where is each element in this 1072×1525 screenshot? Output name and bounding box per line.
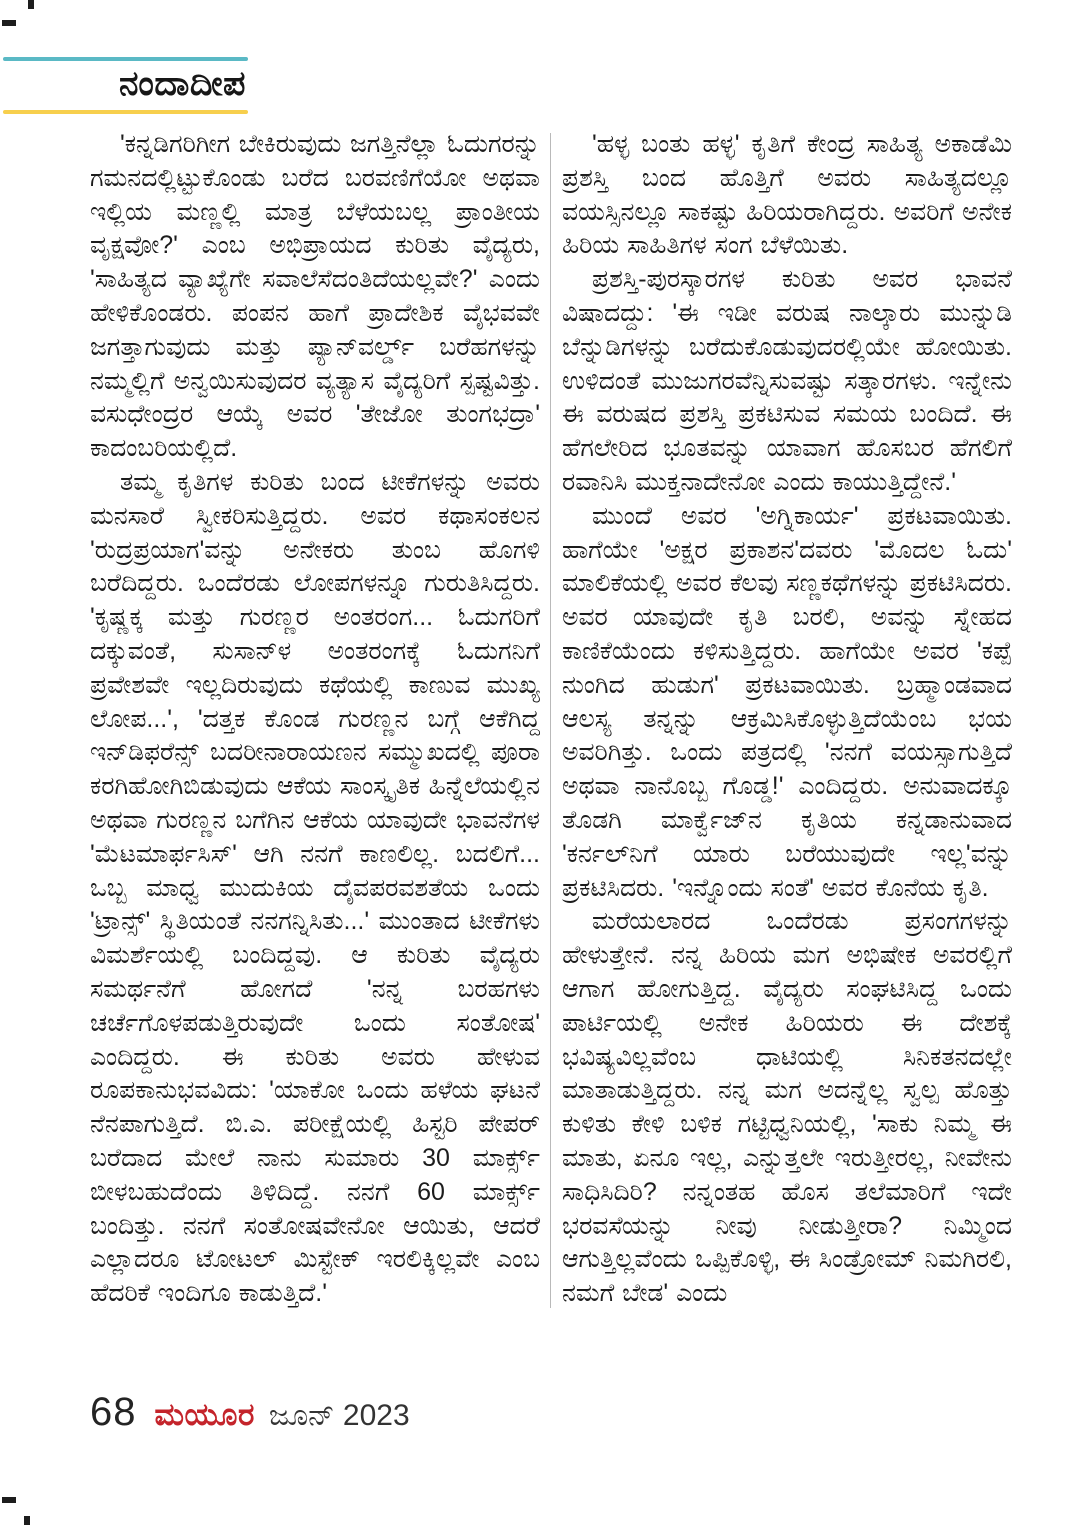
page-footer: [90, 1390, 410, 1435]
registration-mark-top-dash: [2, 20, 16, 26]
column-gap: [540, 128, 562, 1380]
header-rule-bottom: [3, 110, 248, 114]
issue-date: ಜೂನ್ 2023: [268, 1399, 410, 1432]
paragraph: ತಮ್ಮ ಕೃತಿಗಳ ಕುರಿತು ಬಂದ ಟೀಕೆಗಳನ್ನು ಅವರು ಮನಸಾರೆ ಸ್ವೀಕರಿಸುತ್ತಿದ್ದರು. ಅವರ ಕಥಾಸಂಕಲನ 'ರುದ್ರಪ್ರಯಾಗ'ವನ್ನು ಅನೇಕರು ತುಂಬ ಹೊಗಳಿ ಬರೆದಿದ್ದರು. ಒಂದೆರಡು ಲೋಪಗಳನ್ನೂ ಗುರುತಿಸಿದ್ದರು. 'ಕೃಷ್ಣಕ್ಕ ಮತ್ತು ಗುರಣ್ಣರ ಅಂತರಂಗ... ಓದುಗರಿಗೆ ದಕ್ಕುವಂತೆ, ಸುಸಾನ್‌ಳ ಅಂತರಂಗಕ್ಕೆ ಓದುಗನಿಗೆ ಪ್ರವೇಶವೇ ಇಲ್ಲದಿರುವುದು ಕಥೆಯಲ್ಲಿ ಕಾಣುವ ಮುಖ್ಯ ಲೋಪ...', 'ದತ್ತಕ ಕೊಂಡ ಗುರಣ್ಣನ ಬಗ್ಗೆ ಆಕೆಗಿದ್ದ ಇನ್‌ಡಿಫರೆನ್ಸ್ ಬದರೀನಾರಾಯಣನ ಸಮ್ಮುಖದಲ್ಲಿ ಪೂರಾ ಕರಗಿಹೋಗಿಬಿಡುವುದು ಆಕೆಯ ಸಾಂಸ್ಕೃತಿಕ ಹಿನ್ನೆಲೆಯಲ್ಲಿನ ಅಥವಾ ಗುರಣ್ಣನ ಬಗೆಗಿನ ಆಕೆಯ ಯಾವುದೇ ಭಾವನೆಗಳ 'ಮೆಟಮಾರ್ಫಸಿಸ್' ಆಗಿ ನನಗೆ ಕಾಣಲಿಲ್ಲ. ಬದಲಿಗೆ... ಒಬ್ಬ ಮಾಧ್ವ ಮುದುಕಿಯ ದೈವಪರವಶತೆಯ ಒಂದು 'ಟ್ರಾನ್ಸ್' ಸ್ಥಿತಿಯಂತೆ ನನಗನ್ನಿಸಿತು...' ಮುಂತಾದ ಟೀಕೆಗಳು ವಿಮರ್ಶೆಯಲ್ಲಿ ಬಂದಿದ್ದವು. ಆ ಕುರಿತು ವೈದ್ಯರು ಸಮರ್ಥನೆಗೆ ಹೋಗದೆ 'ನನ್ನ ಬರಹಗಳು ಚರ್ಚೆಗೊಳಪಡುತ್ತಿರುವುದೇ ಒಂದು ಸಂತೋಷ' ಎಂದಿದ್ದರು. ಈ ಕುರಿತು ಅವರು ಹೇಳುವ ರೂಪಕಾನುಭವವಿದು: 'ಯಾಕೋ ಒಂದು ಹಳೆಯ ಘಟನೆ ನೆನಪಾಗುತ್ತಿದೆ. ಬಿ.ಎ. ಪರೀಕ್ಷೆಯಲ್ಲಿ ಹಿಸ್ಟರಿ ಪೇಪರ್ ಬರೆದಾದ ಮೇಲೆ ನಾನು ಸುಮಾರು 30 ಮಾರ್ಕ್ಸ್ ಬೀಳಬಹುದೆಂದು ತಿಳಿದಿದ್ದೆ. ನನಗೆ 60 ಮಾರ್ಕ್ಸ್ ಬಂದಿತ್ತು. ನನಗೆ ಸಂತೋಷವೇನೋ ಆಯಿತು, ಆದರೆ ಎಲ್ಲಾದರೂ ಟೋಟಲ್ ಮಿಸ್ಟೇಕ್ ಇರಲಿಕ್ಕಿಲ್ಲವೇ ಎಂಬ ಹೆದರಿಕೆ ಇಂದಿಗೂ ಕಾಡುತ್ತಿದೆ.': [90, 467, 540, 1308]
column-divider: [550, 133, 551, 1308]
left-column: [90, 128, 540, 1380]
article-body: [90, 128, 1012, 1380]
section-title: ನಂದಾದೀಪ: [118, 64, 246, 103]
registration-mark-bottom-dash: [2, 1497, 16, 1503]
registration-mark-top-tick: [28, 0, 34, 9]
paragraph: 'ಹಳ್ಳ ಬಂತು ಹಳ್ಳ' ಕೃತಿಗೆ ಕೇಂದ್ರ ಸಾಹಿತ್ಯ ಅಕಾಡೆಮಿ ಪ್ರಶಸ್ತಿ ಬಂದ ಹೊತ್ತಿಗೆ ಅವರು ಸಾಹಿತ್ಯದಲ್ಲೂ ವಯಸ್ಸಿನಲ್ಲೂ ಸಾಕಷ್ಟು ಹಿರಿಯರಾಗಿದ್ದರು. ಅವರಿಗೆ ಅನೇಕ ಹಿರಿಯ ಸಾಹಿತಿಗಳ ಸಂಗ ಬೆಳೆಯಿತು.: [562, 130, 1012, 260]
paragraph: ಮುಂದೆ ಅವರ 'ಅಗ್ನಿಕಾರ್ಯ' ಪ್ರಕಟವಾಯಿತು. ಹಾಗೆಯೇ 'ಅಕ್ಷರ ಪ್ರಕಾಶನ'ದವರು 'ಮೊದಲ ಓದು' ಮಾಲಿಕೆಯಲ್ಲಿ ಅವರ ಕೆಲವು ಸಣ್ಣಕಥೆಗಳನ್ನು ಪ್ರಕಟಿಸಿದರು. ಅವರ ಯಾವುದೇ ಕೃತಿ ಬರಲಿ, ಅವನ್ನು ಸ್ನೇಹದ ಕಾಣಿಕೆಯೆಂದು ಕಳಿಸುತ್ತಿದ್ದರು. ಹಾಗೆಯೇ ಅವರ 'ಕಪ್ಪೆ ನುಂಗಿದ ಹುಡುಗ' ಪ್ರಕಟವಾಯಿತು. ಬ್ರಹ್ಮಾಂಡವಾದ ಆಲಸ್ಯ ತನ್ನನ್ನು ಆಕ್ರಮಿಸಿಕೊಳ್ಳುತ್ತಿದೆಯೆಂಬ ಭಯ ಅವರಿಗಿತ್ತು. ಒಂದು ಪತ್ರದಲ್ಲಿ 'ನನಗೆ ವಯಸ್ಸಾಗುತ್ತಿದೆ ಅಥವಾ ನಾನೊಬ್ಬ ಗೊಡ್ಡ!' ಎಂದಿದ್ದರು. ಅನುವಾದಕ್ಕೂ ತೊಡಗಿ ಮಾರ್ಕ್ವೆಜ್‌ನ ಕೃತಿಯ ಕನ್ನಡಾನುವಾದ 'ಕರ್ನಲ್‌ನಿಗೆ ಯಾರು ಬರೆಯುವುದೇ ಇಲ್ಲ'ವನ್ನು ಪ್ರಕಟಿಸಿದರು. 'ಇನ್ನೊಂದು ಸಂತೆ' ಅವರ ಕೊನೆಯ ಕೃತಿ.: [562, 501, 1012, 902]
paragraph: ಮರೆಯಲಾರದ ಒಂದೆರಡು ಪ್ರಸಂಗಗಳನ್ನು ಹೇಳುತ್ತೇನೆ. ನನ್ನ ಹಿರಿಯ ಮಗ ಅಭಿಷೇಕ ಅವರಲ್ಲಿಗೆ ಆಗಾಗ ಹೋಗುತ್ತಿದ್ದ. ವೈದ್ಯರು ಸಂಘಟಿಸಿದ್ದ ಒಂದು ಪಾರ್ಟಿಯಲ್ಲಿ ಅನೇಕ ಹಿರಿಯರು ಈ ದೇಶಕ್ಕೆ ಭವಿಷ್ಯವಿಲ್ಲವೆಂಬ ಧಾಟಿಯಲ್ಲಿ ಸಿನಿಕತನದಲ್ಲೇ ಮಾತಾಡುತ್ತಿದ್ದರು. ನನ್ನ ಮಗ ಅದನ್ನೆಲ್ಲ ಸ್ವಲ್ಪ ಹೊತ್ತು ಕುಳಿತು ಕೇಳಿ ಬಳಿಕ ಗಟ್ಟಿಧ್ವನಿಯಲ್ಲಿ, 'ಸಾಕು ನಿಮ್ಮ ಈ ಮಾತು, ಏನೂ ಇಲ್ಲ, ಎನ್ನುತ್ತಲೇ ಇರುತ್ತೀರಲ್ಲ, ನೀವೇನು ಸಾಧಿಸಿದಿರಿ? ನನ್ನಂತಹ ಹೊಸ ತಲೆಮಾರಿಗೆ ಇದೇ ಭರವಸೆಯನ್ನು ನೀವು ನೀಡುತ್ತೀರಾ? ನಿಮ್ಮಿಂದ ಆಗುತ್ತಿಲ್ಲವೆಂದು ಒಪ್ಪಿಕೊಳ್ಳಿ, ಈ ಸಿಂಡ್ರೋಮ್ ನಿಮಗಿರಲಿ, ನಮಗೆ ಬೇಡ' ಎಂದು: [562, 907, 1012, 1308]
registration-mark-bottom-tick: [24, 1516, 30, 1525]
paragraph: ಪ್ರಶಸ್ತಿ-ಪುರಸ್ಕಾರಗಳ ಕುರಿತು ಅವರ ಭಾವನೆ ವಿಷಾದದ್ದು: 'ಈ ಇಡೀ ವರುಷ ನಾಲ್ಕಾರು ಮುನ್ನುಡಿ ಬೆನ್ನುಡಿಗಳನ್ನು ಬರೆದುಕೊಡುವುದರಲ್ಲಿಯೇ ಹೋಯಿತು. ಉಳಿದಂತೆ ಮುಜುಗರವೆನ್ನಿಸುವಷ್ಟು ಸತ್ಕಾರಗಳು. ಇನ್ನೇನು ಈ ವರುಷದ ಪ್ರಶಸ್ತಿ ಪ್ರಕಟಿಸುವ ಸಮಯ ಬಂದಿದೆ. ಈ ಹೆಗಲೇರಿದ ಭೂತವನ್ನು ಯಾವಾಗ ಹೊಸಬರ ಹೆಗಲಿಗೆ ರವಾನಿಸಿ ಮುಕ್ತನಾದೇನೋ ಎಂದು ಕಾಯುತ್ತಿದ್ದೇನೆ.': [562, 265, 1012, 496]
page-number: 68: [90, 1390, 137, 1434]
magazine-logo: ಮಯೂರ: [154, 1397, 255, 1432]
section-header: [3, 57, 248, 114]
paragraph: 'ಕನ್ನಡಿಗರಿಗೀಗ ಬೇಕಿರುವುದು ಜಗತ್ತಿನೆಲ್ಲಾ ಓದುಗರನ್ನು ಗಮನದಲ್ಲಿಟ್ಟುಕೊಂಡು ಬರೆದ ಬರವಣಿಗೆಯೋ ಅಥವಾ ಇಲ್ಲಿಯ ಮಣ್ಣಲ್ಲಿ ಮಾತ್ರ ಬೆಳೆಯಬಲ್ಲ ಪ್ರಾಂತೀಯ ವೃಕ್ಷವೋ?' ಎಂಬ ಅಭಿಪ್ರಾಯದ ಕುರಿತು ವೈದ್ಯರು, 'ಸಾಹಿತ್ಯದ ವ್ಯಾಖ್ಯೆಗೇ ಸವಾಲೆಸೆದಂತಿದೆಯಲ್ಲವೇ?' ಎಂದು ಹೇಳಿಕೊಂಡರು. ಪಂಪನ ಹಾಗೆ ಪ್ರಾದೇಶಿಕ ವೈಭವವೇ ಜಗತ್ತಾಗುವುದು ಮತ್ತು ಪ್ಯಾನ್‌ವರ್ಲ್ಡ್ ಬರೆಹಗಳನ್ನು ನಮ್ಮಲ್ಲಿಗೆ ಅನ್ವಯಿಸುವುದರ ವ್ಯತ್ಯಾಸ ವೈದ್ಯರಿಗೆ ಸ್ಪಷ್ಟವಿತ್ತು. ವಸುಧೇಂದ್ರರ ಆಯ್ಕೆ ಅವರ 'ತೇಜೋ ತುಂಗಭದ್ರಾ' ಕಾದಂಬರಿಯಲ್ಲಿದೆ.: [90, 130, 540, 463]
right-column: [562, 128, 1012, 1380]
